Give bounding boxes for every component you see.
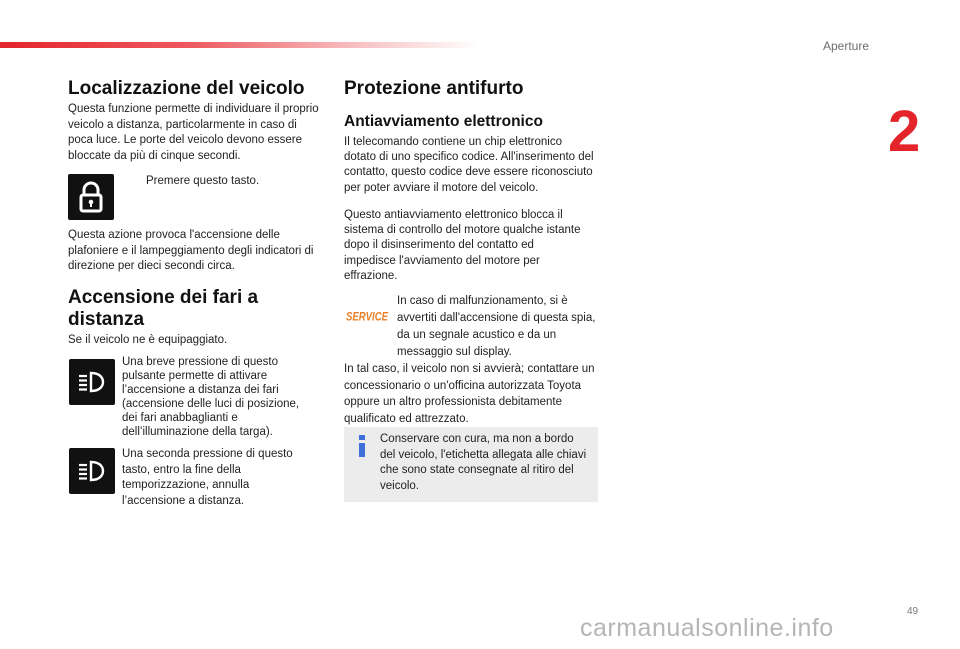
paragraph-short-press: Una breve pressione di questo pulsante permette di attivare l’accensione a distanza dei fari (accensione delle luci di posizione, dei fari anabbaglianti e dell’illuminazione della targa). xyxy=(122,356,300,438)
instruction-press-button: Premere questo tasto. xyxy=(146,175,260,187)
paragraph-immobilizer-block: Questo antiavviamento elettronico blocca il sistema di controllo del motore qualche istante dopo il disinserimento del contatto ed impedisce l'avviamento del motore per effrazione. xyxy=(344,209,581,282)
padlock-icon xyxy=(68,174,114,220)
lock-button-icon-box xyxy=(68,174,114,220)
subheading-immobilizer: Antiavviamento elettronico xyxy=(344,113,543,130)
paragraph-locate-intro: Questa funzione permette di individuare il proprio veicolo a distanza, particolarmente in caso di poca luce. Le porte del veicolo devono essere bloccate da più di cinque secondi. xyxy=(68,103,319,162)
headlight-icon xyxy=(69,448,115,494)
headlight-button-icon-box-1 xyxy=(69,359,115,405)
paragraph-service-warning: In caso di malfunzionamento, si è avvertiti dall'accensione di questa spia, da un segnale acustico e da un messaggio sul display. xyxy=(397,295,596,358)
section-label: Aperture xyxy=(823,39,870,53)
headlight-icon xyxy=(69,359,115,405)
info-note-box xyxy=(344,427,598,502)
service-label: SERVICE xyxy=(346,311,389,324)
heading-antitheft: Protezione antifurto xyxy=(344,78,524,99)
paragraph-contact-dealer: In tal caso, il veicolo non si avvierà; contattare un concessionario o un'officina autorizzata Toyota oppure un altro professionista debitamente qualificato ed attrezzato. xyxy=(344,363,595,425)
headlight-button-icon-box-2 xyxy=(69,448,115,494)
header-accent-bar xyxy=(0,42,480,48)
paragraph-immobilizer-chip: Il telecomando contiene un chip elettronico dotato di uno specifico codice. All'inserimento del contatto, questo codice deve essere riconosciuto per poter avviare il motore del veicolo. xyxy=(344,136,594,194)
heading-vehicle-locate: Localizzazione del veicolo xyxy=(68,78,305,99)
service-warning-icon xyxy=(346,309,388,323)
watermark: carmanualsonline.info xyxy=(580,614,834,642)
heading-remote-headlights: Accensione dei fari a distanza xyxy=(68,287,259,330)
chapter-number: 2 xyxy=(888,99,921,164)
page-number: 49 xyxy=(907,606,919,617)
paragraph-second-press: Una seconda pressione di questo tasto, entro la fine della temporizzazione, annulla l’accensione a distanza. xyxy=(122,448,293,507)
info-icon xyxy=(355,435,369,457)
paragraph-equipped-note: Se il veicolo ne è equipaggiato. xyxy=(68,334,228,346)
paragraph-locate-effect: Questa azione provoca l'accensione delle plafoniere e il lampeggiamento degli indicatori di direzione per dieci secondi circa. xyxy=(68,229,314,273)
info-note-text: Conservare con cura, ma non a bordo del veicolo, l'etichetta allegata alle chiavi che sono state consegnate al ritiro del veicolo. xyxy=(380,433,587,492)
